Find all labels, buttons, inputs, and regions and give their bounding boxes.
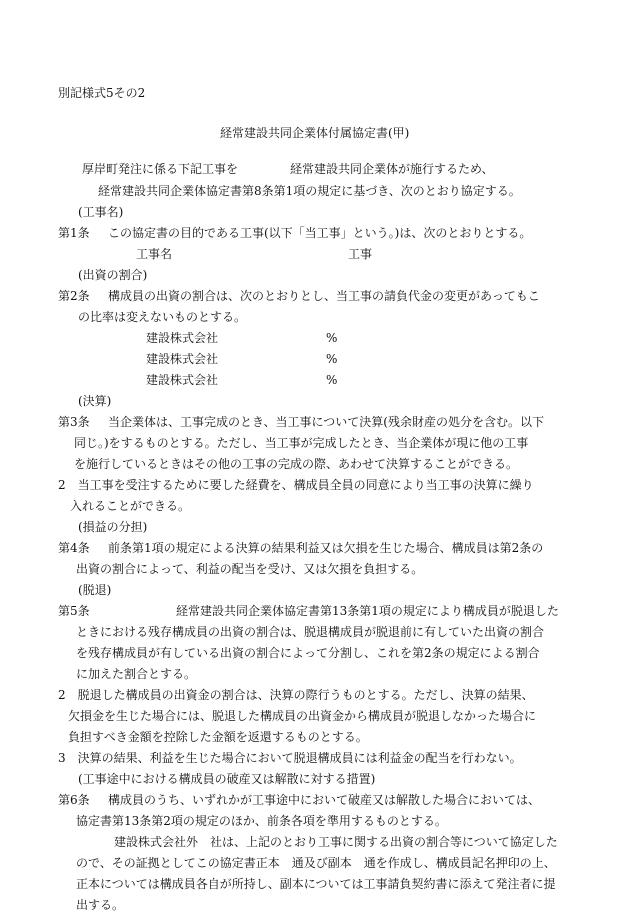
article-6-line-1: 構成員のうち、いずれかが工事途中において破産又は解散した場合においては、 bbox=[108, 793, 541, 807]
article-5-para-2-line-3: 負担すべき金額を控除した金額を返還するものとする。 bbox=[68, 730, 368, 744]
form-label: 別記様式5その2 bbox=[58, 86, 146, 100]
article-5-number: 第5条 bbox=[58, 604, 90, 618]
company-name: 建設株式会社 bbox=[146, 373, 219, 387]
company-percent: % bbox=[326, 373, 338, 387]
closing-line-3: 正本については構成員各自が所持し、副本については工事請負契約書に添えて発注者に提 bbox=[76, 877, 556, 891]
company-percent: % bbox=[326, 331, 338, 345]
article-4-line-2: 出資の割合によって、利益の配当を受け、又は欠損を負担する。 bbox=[76, 562, 424, 576]
article-2-line-2: の比率は変えないものとする。 bbox=[78, 310, 247, 324]
heading-hasan: (工事途中における構成員の破産又は解散に対する措置) bbox=[78, 772, 376, 786]
article-1-text: この協定書の目的である工事(以下「当工事」という。)は、次のとおりとする。 bbox=[108, 226, 532, 240]
company-percent: % bbox=[326, 352, 338, 366]
article-3-line-2: 同じ。)をするものとする。ただし、当工事が完成したとき、当企業体が現に他の工事 bbox=[74, 436, 529, 450]
article-3-line-3: を施行しているときはその他の工事の完成の際、あわせて決算することができる。 bbox=[74, 457, 519, 471]
article-3-line-1: 当企業体は、工事完成のとき、当工事について決算(残余財産の処分を含む。以下 bbox=[108, 415, 544, 429]
heading-koji: (工事名) bbox=[78, 205, 124, 219]
article-5-line-1: 経常建設共同企業体協定書第13条第1項の規定により構成員が脱退した bbox=[176, 604, 559, 618]
article-1-koji-name: 工事名 bbox=[136, 247, 173, 261]
article-2-line-1: 構成員の出資の割合は、次のとおりとし、当工事の請負代金の変更があってもこ bbox=[108, 289, 540, 303]
article-5-line-4: に加えた割合とする。 bbox=[76, 667, 197, 681]
article-5-para-2-line-1: 2 脱退した構成員の出資金の割合は、決算の際行うものとする。ただし、決算の結果、 bbox=[58, 688, 534, 702]
article-1-number: 第1条 bbox=[58, 226, 90, 240]
heading-shusshi: (出資の割合) bbox=[78, 268, 148, 282]
article-1-koji: 工事 bbox=[348, 247, 373, 261]
company-name: 建設株式会社 bbox=[146, 352, 219, 366]
company-name: 建設株式会社 bbox=[146, 331, 219, 345]
article-6-number: 第6条 bbox=[58, 793, 90, 807]
document-title: 経常建設共同企業体付属協定書(甲) bbox=[220, 126, 410, 140]
article-3-para-2-line-1: 2 当工事を受注するために要した経費を、構成員全員の同意により当工事の決算に繰り bbox=[58, 478, 534, 492]
article-5-line-3: を残存構成員が有している出資の割合によって分割し、これを第2条の規定による割合 bbox=[76, 646, 540, 660]
closing-line-2: ので、その証拠としてこの協定書正本 通及び副本 通を作成し、構成員記名押印の上、 bbox=[76, 856, 556, 870]
article-3-number: 第3条 bbox=[58, 415, 90, 429]
closing-line-4: 出する。 bbox=[76, 898, 125, 912]
article-4-number: 第4条 bbox=[58, 541, 90, 555]
article-3-para-2-line-2: 入れることができる。 bbox=[70, 499, 191, 513]
article-5-line-2: ときにおける残存構成員の出資の割合は、脱退構成員が脱退前に有していた出資の割合 bbox=[76, 625, 545, 639]
heading-kessan: (決算) bbox=[78, 394, 112, 408]
heading-dattai: (脱退) bbox=[78, 583, 112, 597]
heading-soneki: (損益の分担) bbox=[78, 520, 148, 534]
article-4-line-1: 前条第1項の規定による決算の結果利益又は欠損を生じた場合、構成員は第2条の bbox=[108, 541, 544, 555]
article-6-line-2: 協定書第13条第2項の規定のほか、前条各項を準用するものとする。 bbox=[76, 814, 447, 828]
intro-line-2: 経常建設共同企業体協定書第8条第1項の規定に基づき、次のとおり協定する。 bbox=[98, 184, 521, 198]
article-2-number: 第2条 bbox=[58, 289, 90, 303]
article-5-para-3-line-1: 3 決算の結果、利益を生じた場合において脱退構成員には利益金の配当を行わない。 bbox=[58, 751, 522, 765]
closing-line-1: 建設株式会社外 社は、上記のとおり工事に関する出資の割合等について協定した bbox=[114, 835, 558, 849]
intro-line-1b: 経常建設共同企業体が施行するため、 bbox=[290, 162, 494, 176]
intro-line-1a: 厚岸町発注に係る下記工事を bbox=[82, 162, 239, 176]
article-5-para-2-line-2: 欠損金を生じた場合には、脱退した構成員の出資金から構成員が脱退しなかった場合に bbox=[68, 709, 537, 723]
